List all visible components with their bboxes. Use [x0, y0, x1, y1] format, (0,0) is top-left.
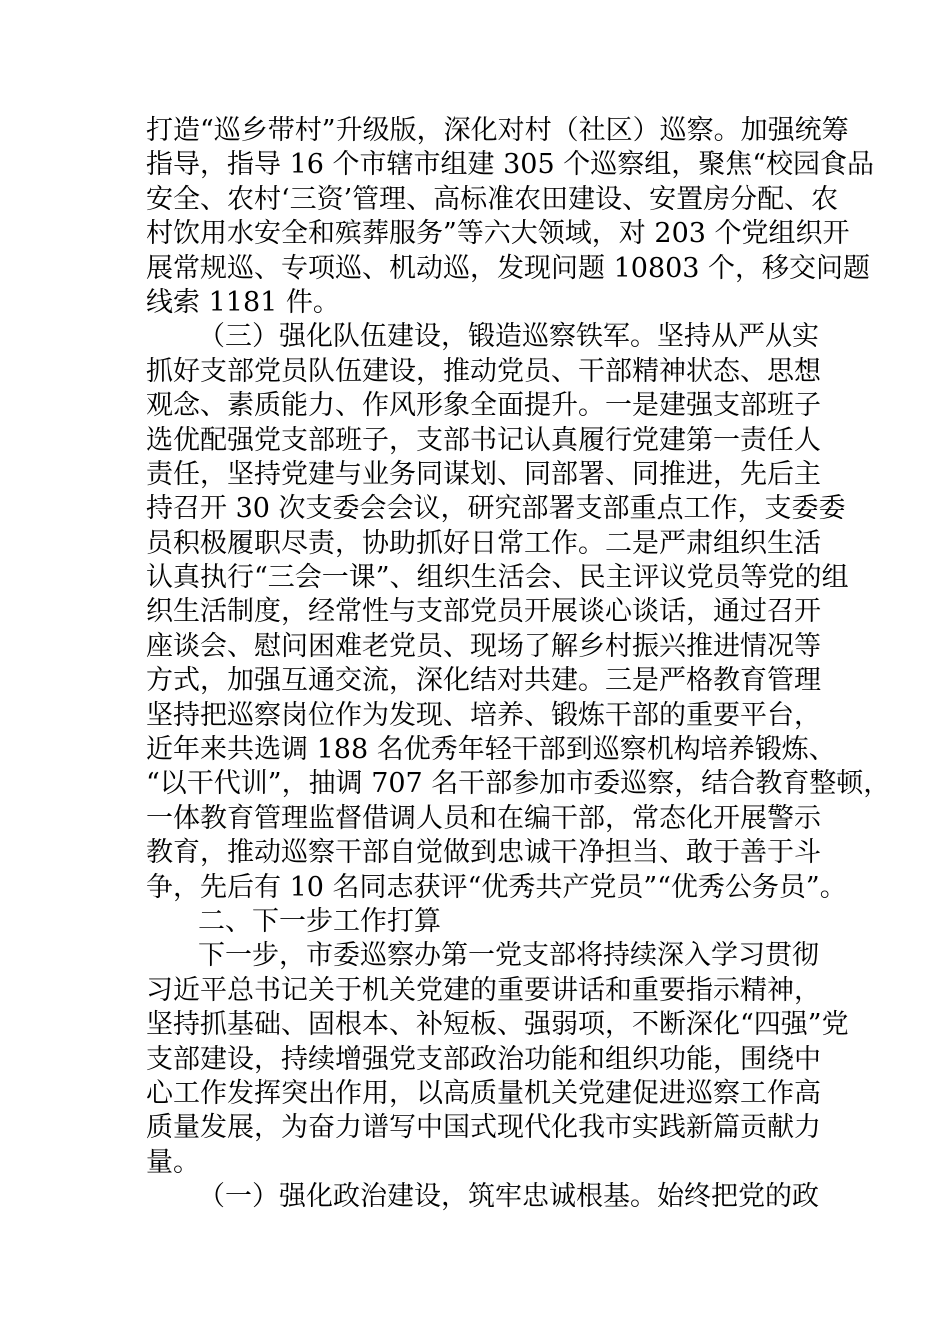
- text-line: 员积极履职尽责，协助抓好日常工作。二是严肃组织生活: [146, 527, 821, 559]
- text-line: 打造“巡乡带村”升级版，深化对村（社区）巡察。加强统筹: [146, 115, 849, 146]
- text-line: 心工作发挥突出作用，以高质量机关党建促进巡察工作高: [146, 1077, 821, 1109]
- text-line: 展常规巡、专项巡、机动巡，发现问题 10803 个，移交问题: [146, 252, 871, 284]
- text-line: 教育，推动巡察干部自觉做到忠诚干净担当、敢于善于斗: [146, 837, 821, 869]
- text-line: 指导，指导 16 个市辖市组建 305 个巡察组，聚焦“校园食品: [146, 149, 875, 181]
- text-line: 认真执行“三会一课”、组织生活会、民主评议党员等党的组: [146, 562, 849, 594]
- text-line: 线索 1181 件。: [146, 286, 340, 318]
- text-line: 村饮用水安全和殡葬服务”等六大领域，对 203 个党组织开: [146, 218, 850, 250]
- text-line: 安全、农村‘三资’管理、高标准农田建设、安置房分配、农: [146, 183, 839, 215]
- section-heading-2: 二、下一步工作打算: [198, 905, 441, 937]
- text-line: 方式，加强互通交流，深化结对共建。三是严格教育管理: [146, 665, 821, 697]
- text-line: 座谈会、慰问困难老党员、现场了解乡村振兴推进情况等: [146, 630, 821, 662]
- text-line: 习近平总书记关于机关党建的重要讲话和重要指示精神，: [146, 974, 821, 1006]
- text-line: 持召开 30 次支委会会议，研究部署支部重点工作，支委委: [146, 493, 846, 525]
- paragraph-start: 下一步，市委巡察办第一党支部将持续深入学习贯彻: [198, 940, 819, 972]
- text-line: 坚持把巡察岗位作为发现、培养、锻炼干部的重要平台，: [146, 699, 821, 731]
- document-body: [146, 114, 891, 1215]
- text-line: 选优配强党支部班子，支部书记认真履行党建第一责任人: [146, 424, 821, 456]
- text-line: 抓好支部党员队伍建设，推动党员、干部精神状态、思想: [146, 355, 821, 387]
- text-line: 量。: [146, 1146, 200, 1178]
- text-line: 坚持抓基础、固根本、补短板、强弱项，不断深化“四强”党: [146, 1009, 849, 1041]
- text-line: 责任，坚持党建与业务同谋划、同部署、同推进，先后主: [146, 458, 821, 490]
- text-line: 一体教育管理监督借调人员和在编干部，常态化开展警示: [146, 802, 821, 834]
- text-line: 织生活制度，经常性与支部党员开展谈心谈话，通过召开: [146, 596, 821, 628]
- text-line: 观念、素质能力、作风形象全面提升。一是建强支部班子: [146, 390, 821, 422]
- text-line: 质量发展，为奋力谱写中国式现代化我市实践新篇贡献力: [146, 1112, 821, 1144]
- section-heading-1: （一）强化政治建设，筑牢忠诚根基。始终把党的政: [198, 1181, 819, 1213]
- text-line: 支部建设，持续增强党支部政治功能和组织功能，围绕中: [146, 1043, 821, 1075]
- text-line: 争，先后有 10 名同志获评“优秀共产党员”“优秀公务员”。: [146, 871, 847, 903]
- text-line: 近年来共选调 188 名优秀年轻干部到巡察机构培养锻炼、: [146, 734, 836, 766]
- text-line: “以干代训”，抽调 707 名干部参加市委巡察，结合教育整顿，: [146, 768, 891, 800]
- section-heading-3: （三）强化队伍建设，锻造巡察铁军。坚持从严从实: [198, 321, 819, 353]
